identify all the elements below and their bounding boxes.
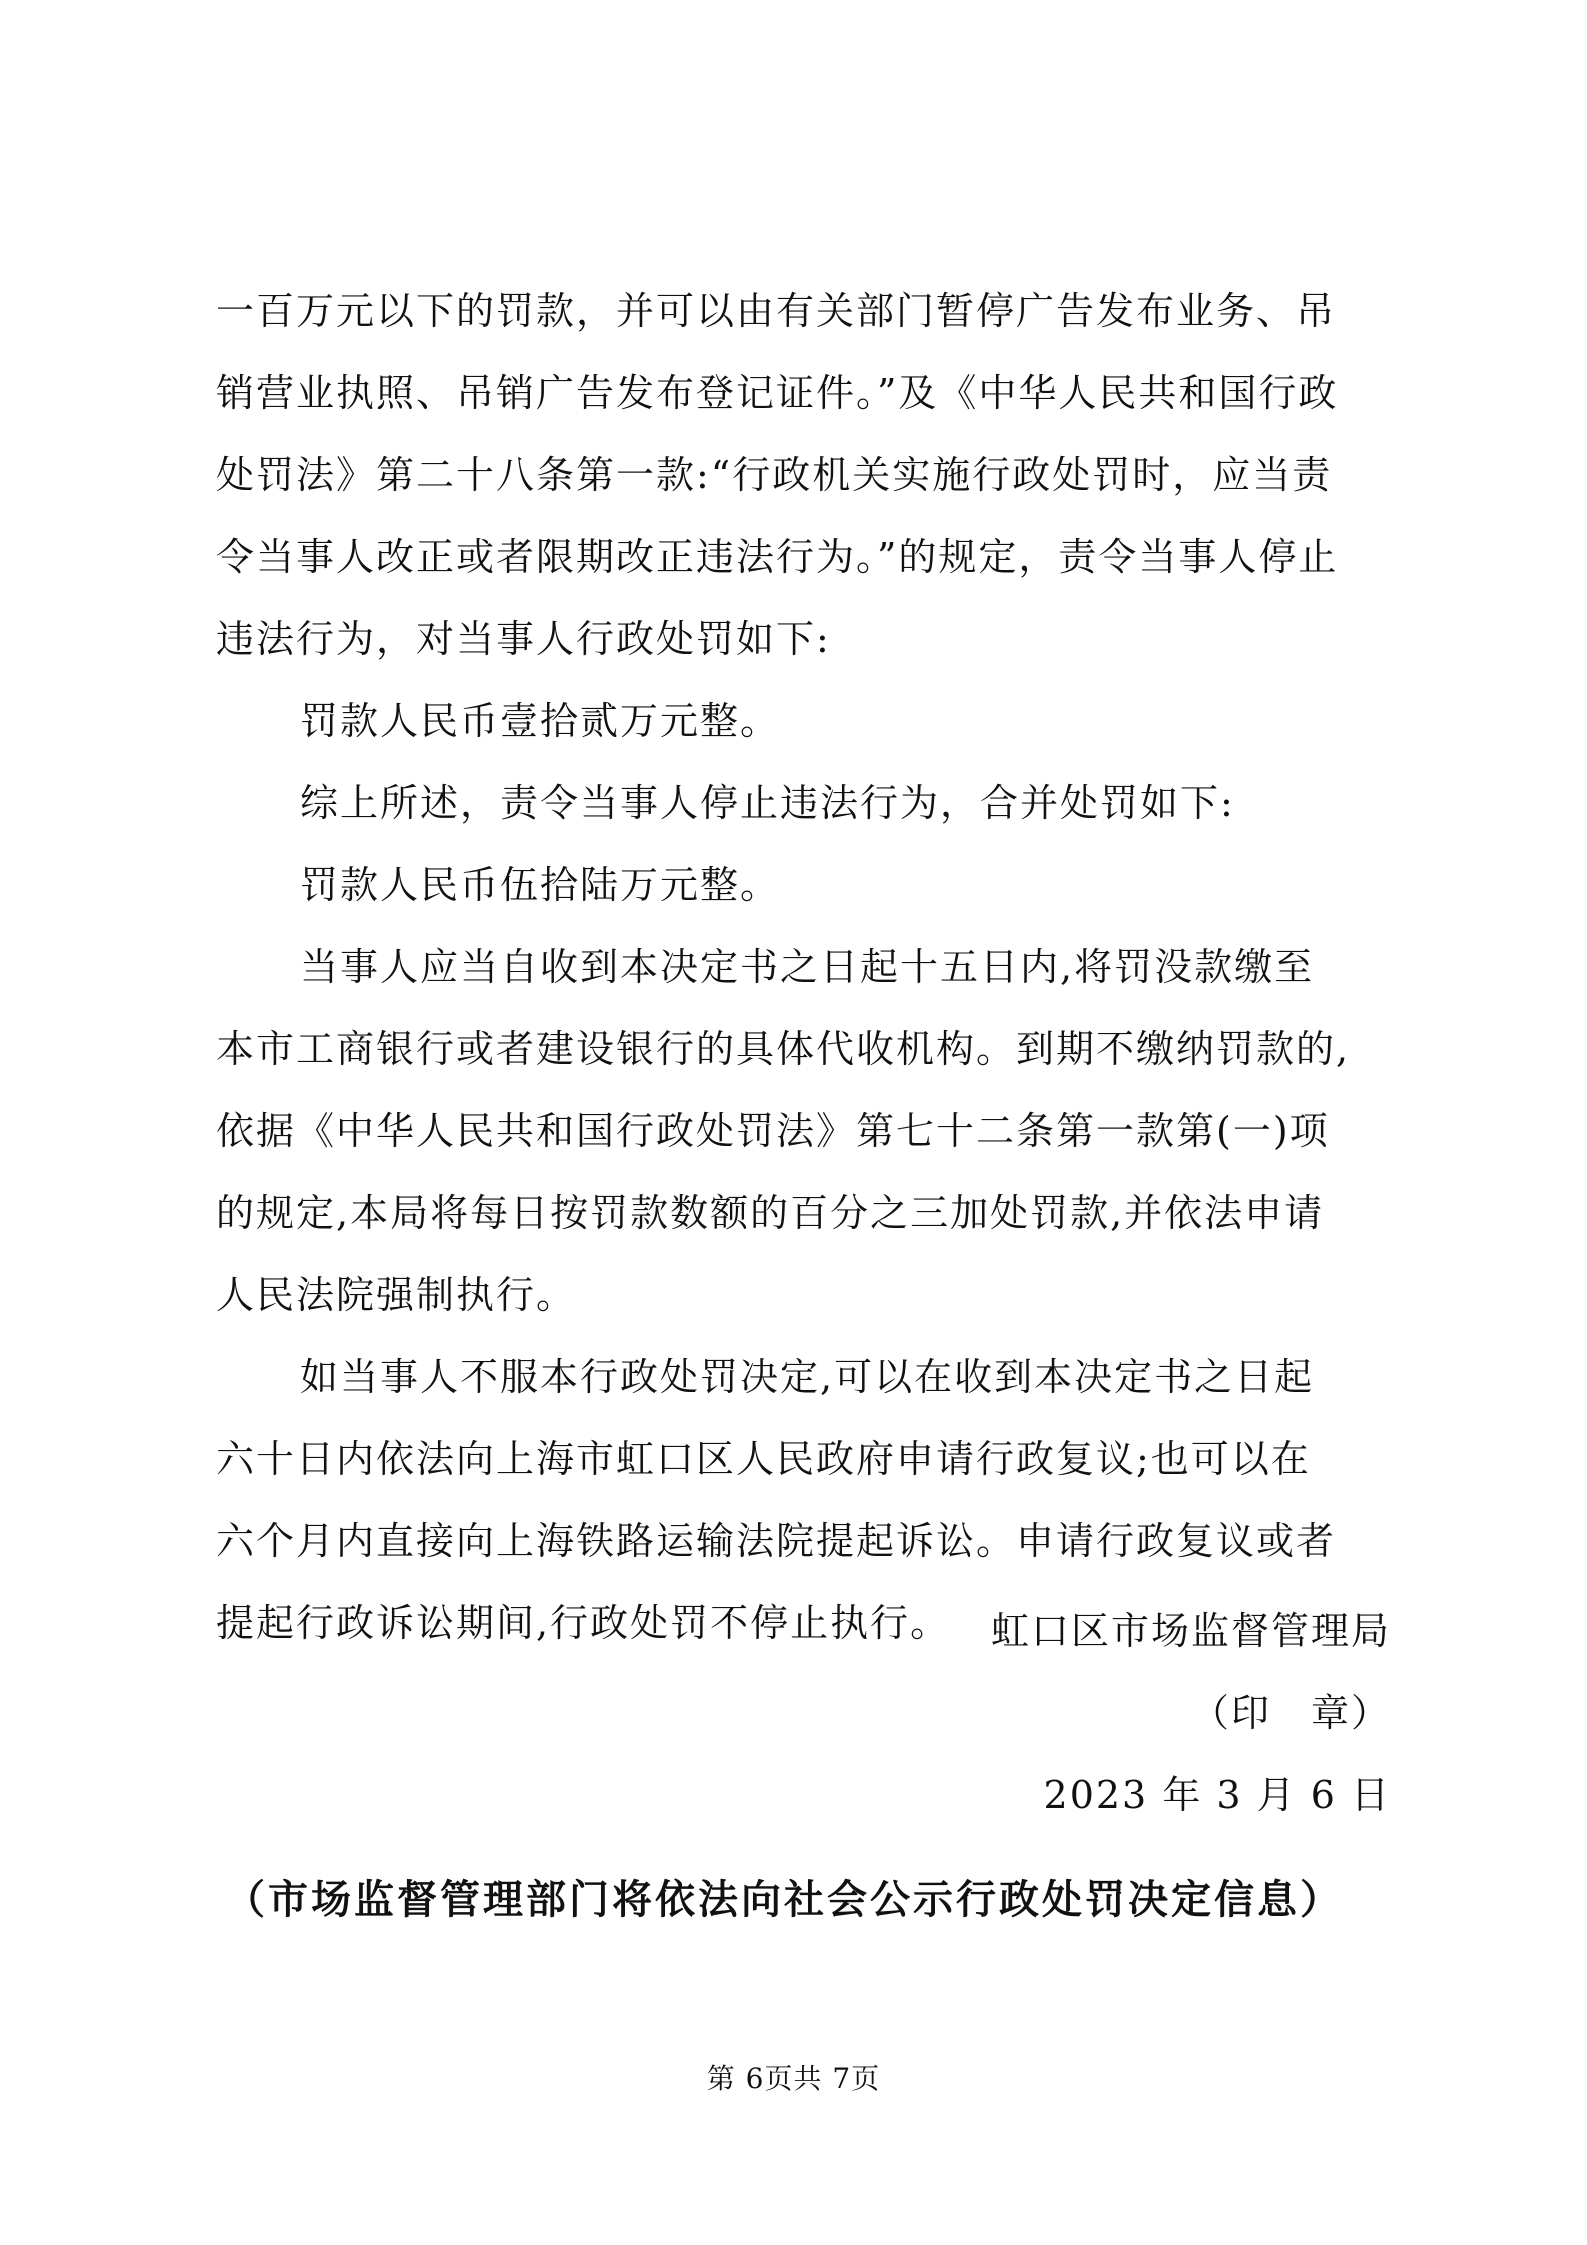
- text-line: 六个月内直接向上海铁路运输法院提起诉讼。申请行政复议或者: [216, 1519, 1337, 1563]
- text-line: 依据《中华人民共和国行政处罚法》第七十二条第一款第(一)项: [216, 1109, 1330, 1153]
- text-line: 六十日内依法向上海市虹口区人民政府申请行政复议;也可以在: [216, 1437, 1311, 1481]
- paragraph-summary: [216, 762, 1386, 844]
- text-line: 人民法院强制执行。: [216, 1273, 577, 1317]
- paragraph-fine-1: [216, 680, 1386, 762]
- text-line: 一百万元以下的罚款，并可以由有关部门暂停广告发布业务、吊: [216, 289, 1337, 333]
- text-line: 罚款人民币伍拾陆万元整。: [300, 863, 781, 907]
- issuing-agency: 虹口区市场监督管理局: [990, 1609, 1391, 1653]
- text-line: 令当事人改正或者限期改正违法行为。”的规定，责令当事人停止: [216, 535, 1339, 579]
- paragraph-payment-terms: [216, 926, 1386, 1336]
- text-line: 如当事人不服本行政处罚决定,可以在收到本决定书之日起: [300, 1355, 1315, 1399]
- signature-block: [991, 1590, 1391, 1836]
- text-line: 当事人应当自收到本决定书之日起十五日内,将罚没款缴至: [300, 945, 1315, 989]
- public-disclosure-notice: （市场监督管理部门将依法向社会公示行政处罚决定信息）: [225, 1876, 1343, 1923]
- paragraph-total-fine: [216, 844, 1386, 926]
- text-line: 违法行为，对当事人行政处罚如下:: [216, 617, 831, 661]
- issue-date: 2023 年 3 月 6 日: [1043, 1773, 1391, 1817]
- text-line: 综上所述，责令当事人停止违法行为，合并处罚如下:: [300, 781, 1235, 825]
- decision-body-text: [216, 270, 1386, 1664]
- text-line: 罚款人民币壹拾贰万元整。: [300, 699, 781, 743]
- text-line: 处罚法》第二十八条第一款:“行政机关实施行政处罚时，应当责: [216, 453, 1333, 497]
- text-line: 销营业执照、吊销广告发布登记证件。”及《中华人民共和国行政: [216, 371, 1339, 415]
- page-number-footer: 第 6页共 7页: [706, 2062, 881, 2095]
- text-line: 提起行政诉讼期间,行政处罚不停止执行。: [216, 1601, 951, 1645]
- paragraph-penalty-basis: [216, 270, 1386, 680]
- text-line: 本市工商银行或者建设银行的具体代收机构。到期不缴纳罚款的,: [216, 1027, 1351, 1071]
- text-line: 的规定,本局将每日按罚款数额的百分之三加处罚款,并依法申请: [216, 1191, 1325, 1235]
- seal-placeholder: （印 章）: [1190, 1691, 1391, 1735]
